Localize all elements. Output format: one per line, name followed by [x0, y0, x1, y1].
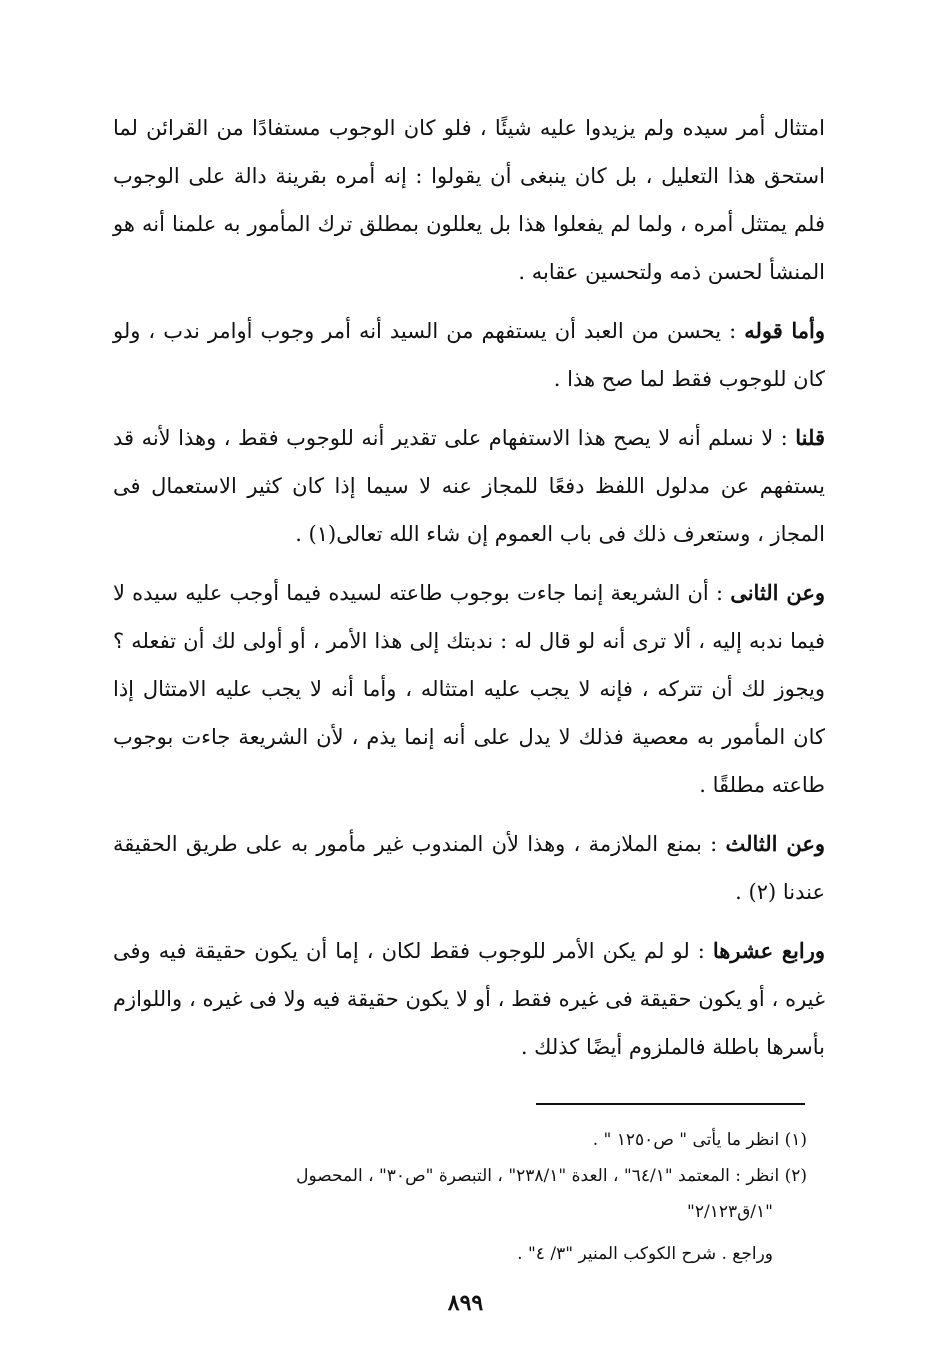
footnote-see-also: وراجع . شرح الكوكب المنير "٣/ ٤" . [517, 1244, 773, 1264]
paragraph-4 [113, 569, 825, 809]
paragraph-6 [113, 927, 825, 1071]
paragraph-text: : لو لم يكن الأمر للوجوب فقط لكان ، إما أن يكون حقيقة فيه وفى غيره ، أو يكون حقيقة فى غيره فقط ، أو لا يكون حقيقة فيه ولا فى غيره ، واللوازم بأسرها باطلة فالملزوم أيضًا كذلك . [113, 939, 825, 1059]
paragraph-lead: وعن الثانى [730, 580, 825, 605]
page-number: ٨٩٩ [447, 1290, 484, 1316]
paragraph-1 [113, 104, 825, 296]
paragraph-text: امتثال أمر سيده ولم يزيدوا عليه شيئًا ، فلو كان الوجوب مستفادًا من القرائن لما استحق هذا التعليل ، بل كان ينبغى أن يقولوا : إنه أمره بقرينة دالة على الوجوب فلم يمتثل أمره ، ولما لم يفعلوا هذا بل يعللون بمطلق ترك المأمور به علمنا أنه هو المنشأ لحسن ذمه ولتحسين عقابه . [113, 116, 825, 284]
paragraph-lead: قلنا [795, 425, 825, 450]
paragraph-text: : لا نسلم أنه لا يصح هذا الاستفهام على تقدير أنه للوجوب فقط ، وهذا لأنه قد يستفهم عن مدلول اللفظ دفعًا للمجاز عنه لا سيما إذا كان كثير الاستعمال فى المجاز ، وستعرف ذلك فى باب العموم إن شاء الله تعالى(١) . [113, 426, 825, 546]
main-text [113, 104, 825, 1082]
paragraph-3 [113, 414, 825, 558]
footnote-2-continuation: "١/ق٢/١٢٣" [687, 1202, 773, 1222]
footnotes [107, 1122, 807, 1272]
paragraph-2 [113, 307, 825, 403]
footnote-1: (١) انظر ما يأتى " ص١٢٥٠ " . [592, 1130, 807, 1150]
paragraph-lead: وعن الثالث [725, 831, 826, 856]
paragraph-5 [113, 820, 825, 916]
paragraph-text: : أن الشريعة إنما جاءت بوجوب طاعته لسيده فيما أوجب عليه سيده لا فيما ندبه إليه ، ألا ترى أنه لو قال له : ندبتك إلى هذا الأمر ، أو أولى لك أن تفعله ؟ ويجوز لك أن تتركه ، فإنه لا يجب عليه امتثاله ، وأما أنه لا يجب عليه الامتثال إذا كان المأمور به معصية فذلك لا يدل على أنه إنما يذم ، لأن الشريعة جاءت بوجوب طاعته مطلقًا . [113, 581, 825, 797]
footnote-2: (٢) انظر : المعتمد "٦٤/١" ، العدة "٢٣٨/١" ، التبصرة "ص٣٠" ، المحصول [296, 1166, 807, 1186]
paragraph-text: : بمنع الملازمة ، وهذا لأن المندوب غير مأمور به على طريق الحقيقة عندنا (٢) . [113, 832, 825, 904]
paragraph-lead: ورابع عشرها [712, 938, 825, 963]
footnote-divider [536, 1103, 805, 1105]
paragraph-lead: وأما قوله [744, 318, 826, 343]
paragraph-text: : يحسن من العبد أن يستفهم من السيد أنه أمر وجوب أوامر ندب ، ولو كان للوجوب فقط لما صح هذا . [113, 319, 825, 391]
